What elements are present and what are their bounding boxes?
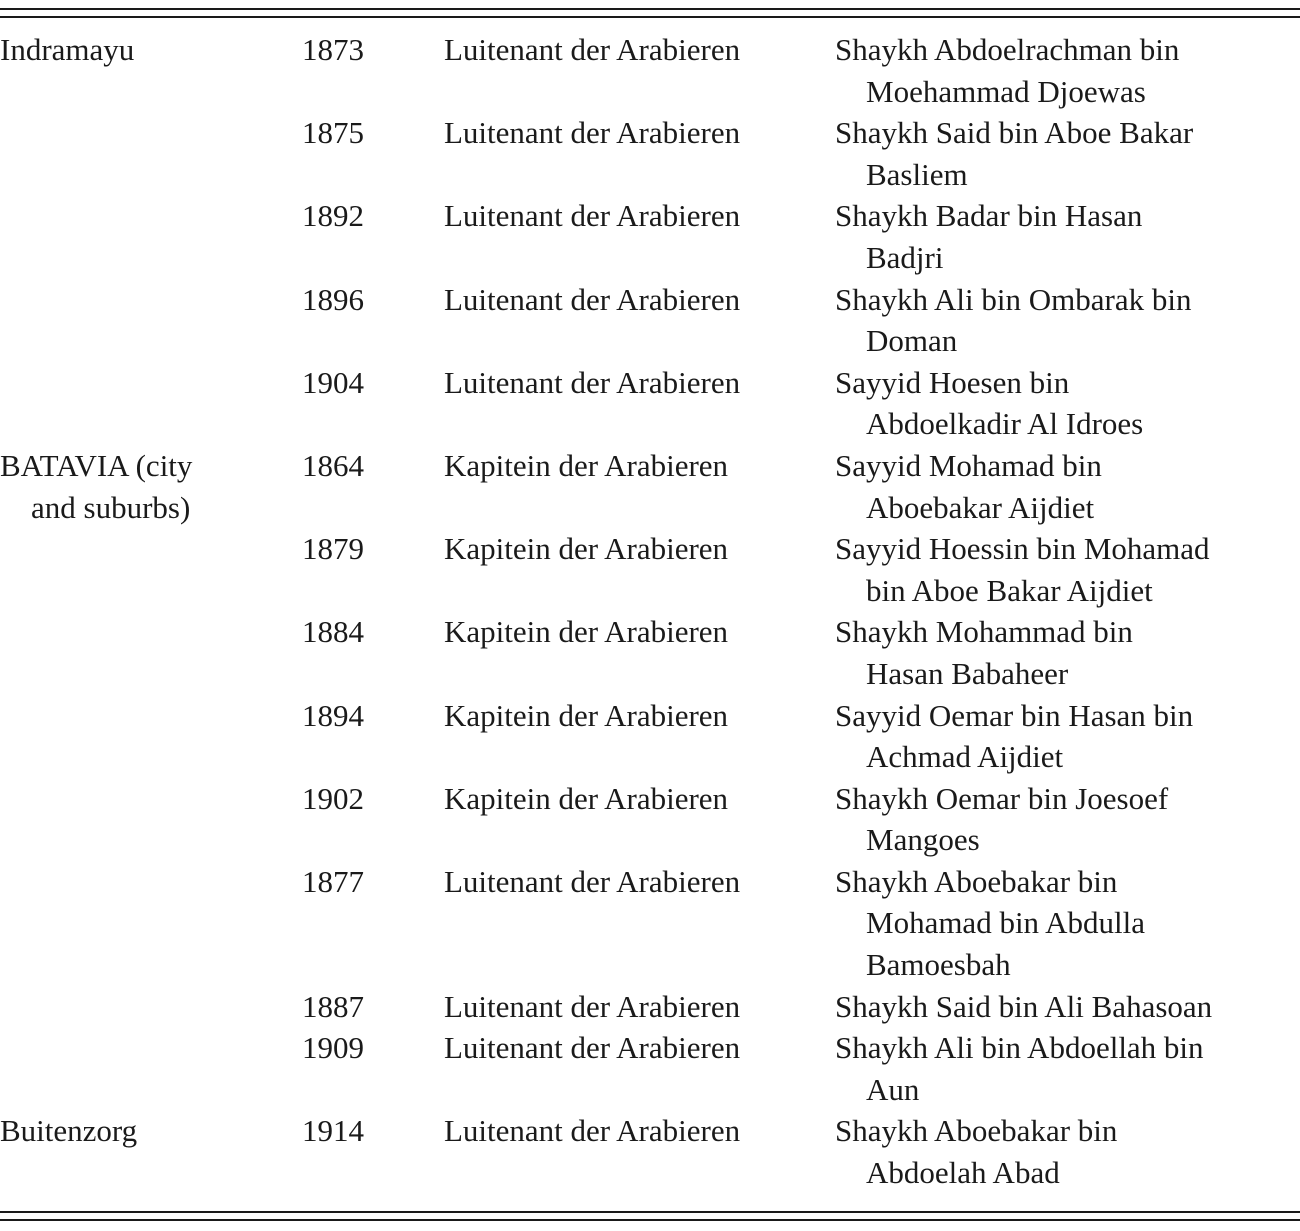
table-row	[0, 695, 1300, 778]
place-line: and suburbs)	[31, 489, 191, 525]
rank-cell: Kapitein der Arabieren	[444, 531, 729, 567]
table-row	[0, 195, 1300, 278]
year-cell: 1864	[302, 447, 364, 483]
table-row	[0, 528, 1300, 611]
place-cell	[0, 29, 302, 112]
name-line: Achmad Aijdiet	[866, 739, 1064, 775]
name-cell	[835, 611, 1300, 694]
place-cell	[0, 362, 302, 445]
name-cell	[835, 861, 1300, 986]
rank-cell: Kapitein der Arabieren	[444, 697, 729, 733]
place-line: Buitenzorg	[0, 1113, 138, 1149]
table-row	[0, 445, 1300, 528]
place-cell	[0, 195, 302, 278]
table-row	[0, 861, 1300, 986]
rank-cell: Luitenant der Arabieren	[444, 198, 741, 234]
name-cell	[835, 195, 1300, 278]
year-cell: 1894	[302, 697, 364, 733]
rank-cell: Luitenant der Arabieren	[444, 281, 741, 317]
name-line: Moehammad Djoewas	[866, 73, 1146, 109]
year-cell: 1896	[302, 281, 364, 317]
table-row	[0, 778, 1300, 861]
name-line: Sayyid Oemar bin Hasan bin	[835, 697, 1194, 733]
place-cell	[0, 611, 302, 694]
name-cell	[835, 362, 1300, 445]
place-line: BATAVIA (city	[0, 447, 193, 483]
rank-cell: Luitenant der Arabieren	[444, 364, 741, 400]
year-cell: 1892	[302, 198, 364, 234]
rank-cell: Kapitein der Arabieren	[444, 447, 729, 483]
name-cell	[835, 528, 1300, 611]
year-cell: 1904	[302, 364, 364, 400]
top-rule-outer	[0, 8, 1300, 10]
year-cell: 1879	[302, 531, 364, 567]
officers-table	[0, 29, 1300, 1194]
name-line: Shaykh Aboebakar bin	[835, 863, 1118, 899]
name-line: Shaykh Said bin Ali Bahasoan	[835, 988, 1213, 1024]
name-line: Shaykh Abdoelrachman bin	[835, 32, 1180, 67]
name-line: bin Aboe Bakar Aijdiet	[866, 572, 1153, 608]
name-line: Shaykh Badar bin Hasan	[835, 198, 1143, 234]
name-cell	[835, 279, 1300, 362]
name-line: Shaykh Ali bin Abdoellah bin	[835, 1030, 1204, 1066]
name-cell	[835, 986, 1300, 1028]
rank-cell: Luitenant der Arabieren	[444, 115, 741, 151]
table-row	[0, 29, 1300, 112]
year-cell: 1887	[302, 988, 364, 1024]
place-cell	[0, 1110, 302, 1193]
name-line: Shaykh Oemar bin Joesoef	[835, 780, 1169, 816]
name-line: Abdoelkadir Al Idroes	[866, 406, 1144, 442]
table-row	[0, 362, 1300, 445]
name-line: Shaykh Ali bin Ombarak bin	[835, 281, 1192, 317]
table-row	[0, 1027, 1300, 1110]
rank-cell: Luitenant der Arabieren	[444, 32, 741, 67]
name-line: Sayyid Mohamad bin	[835, 447, 1102, 483]
rank-cell: Luitenant der Arabieren	[444, 1030, 741, 1066]
name-line: Shaykh Said bin Aboe Bakar	[835, 115, 1194, 151]
year-cell: 1884	[302, 614, 364, 650]
year-cell: 1914	[302, 1113, 364, 1149]
name-line: Abdoelah Abad	[866, 1155, 1060, 1191]
name-line: Mohamad bin Abdulla	[866, 905, 1145, 941]
name-cell	[835, 695, 1300, 778]
place-cell	[0, 695, 302, 778]
table-row	[0, 1110, 1300, 1193]
rank-cell: Luitenant der Arabieren	[444, 1113, 741, 1149]
top-rule-inner	[0, 16, 1300, 18]
name-line: Basliem	[866, 156, 968, 192]
place-cell	[0, 528, 302, 611]
table-row	[0, 986, 1300, 1028]
name-line: Sayyid Hoesen bin	[835, 364, 1070, 400]
year-cell: 1875	[302, 115, 364, 151]
year-cell: 1909	[302, 1030, 364, 1066]
year-cell: 1902	[302, 780, 364, 816]
name-line: Badjri	[866, 239, 944, 275]
place-cell	[0, 778, 302, 861]
name-line: Hasan Babaheer	[866, 655, 1069, 691]
name-line: Doman	[866, 323, 958, 359]
place-line: Indramayu	[0, 32, 135, 67]
bottom-rule-inner	[0, 1211, 1300, 1213]
name-line: Shaykh Aboebakar bin	[835, 1113, 1118, 1149]
year-cell: 1873	[302, 32, 364, 67]
name-cell	[835, 29, 1300, 112]
rank-cell: Kapitein der Arabieren	[444, 780, 729, 816]
name-cell	[835, 778, 1300, 861]
bottom-rule-outer	[0, 1219, 1300, 1221]
place-cell	[0, 861, 302, 986]
table-row	[0, 112, 1300, 195]
name-line: Mangoes	[866, 822, 980, 858]
place-cell	[0, 279, 302, 362]
name-line: Aboebakar Aijdiet	[866, 489, 1095, 525]
name-line: Sayyid Hoessin bin Mohamad	[835, 531, 1210, 567]
place-cell	[0, 445, 302, 528]
name-line: Shaykh Mohammad bin	[835, 614, 1133, 650]
rank-cell: Luitenant der Arabieren	[444, 988, 741, 1024]
rank-cell: Kapitein der Arabieren	[444, 614, 729, 650]
table-row	[0, 611, 1300, 694]
name-line: Aun	[866, 1071, 920, 1107]
name-cell	[835, 112, 1300, 195]
place-cell	[0, 1027, 302, 1110]
rank-cell: Luitenant der Arabieren	[444, 863, 741, 899]
table-row	[0, 279, 1300, 362]
place-cell	[0, 112, 302, 195]
year-cell: 1877	[302, 863, 364, 899]
name-cell	[835, 445, 1300, 528]
name-cell	[835, 1027, 1300, 1110]
name-line: Bamoesbah	[866, 947, 1011, 983]
place-cell	[0, 986, 302, 1028]
name-cell	[835, 1110, 1300, 1193]
